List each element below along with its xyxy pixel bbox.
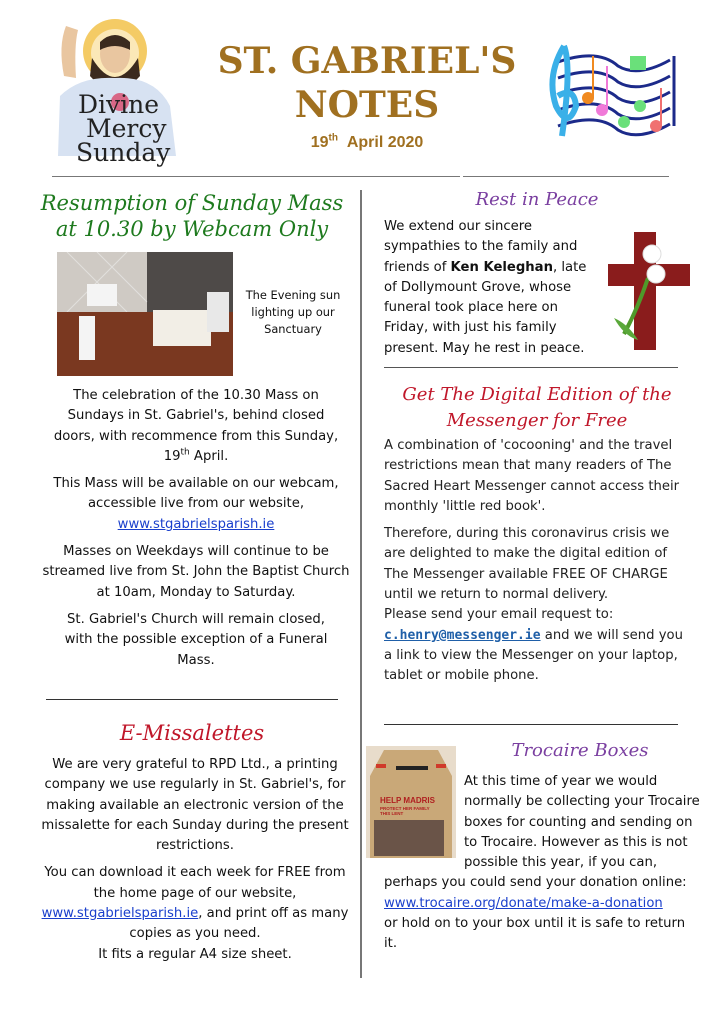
box-label: HELP MADRIS (380, 796, 435, 805)
box-sublabel: PROTECT HER FAMILY THIS LENT (380, 806, 430, 816)
image-float-spacer (384, 772, 464, 856)
logo-text-divine: Divine (78, 90, 160, 119)
missalettes-article (40, 755, 350, 972)
missalettes-paragraph-1: We are very grateful to RPD Ltd., a printing company we use regularly in St. Gabriel's, for making available an electronic version of the missalette for each Sunday during the present restrictions. (41, 757, 349, 854)
newsletter-title-line2: NOTES (294, 84, 440, 126)
newsletter-title-line1: ST. GABRIEL'S (217, 40, 517, 82)
missalettes-paragraph-2: You can download it each week for FREE from the home page of our website, www.stgabrielsparish.ie, and print off as many copies as you need. It fits a regular A4 size sheet. (41, 865, 349, 962)
logo-text-mercy: Mercy (86, 114, 167, 143)
left-section-divider (46, 699, 338, 700)
photo-caption: The Evening sun lighting up our Sanctuary (245, 288, 341, 336)
music-notes-image (538, 26, 678, 142)
mass-article (38, 386, 354, 678)
logo-text-sunday: Sunday (76, 138, 171, 167)
deceased-name: Ken Keleghan (450, 259, 553, 275)
missalette-website-link[interactable]: www.stgabrielsparish.ie (41, 906, 199, 922)
column-divider (360, 190, 362, 978)
masthead-divider-left (52, 176, 460, 177)
mass-paragraph-3: Masses on Weekdays will continue to be streamed live from St. John the Baptist Church at 10am, Monday to Saturday. (42, 544, 350, 600)
messenger-paragraph-2: Therefore, during this coronavirus crisis we are delighted to make the digital edition of The Messenger available FREE OF CHARGE until we return to normal delivery. (384, 526, 670, 603)
trocaire-article: At this time of year we would normally be collecting your Trocaire boxes for counting and sending on to Trocaire. However as this is not possible this year, if you can, perhaps you could send your donation online: www.trocaire.org/donate/make-a-donation or hold on to your box until it is safe to return it. (384, 774, 700, 952)
masthead-divider-right (463, 176, 669, 177)
messenger-email-link[interactable]: c.henry@messenger.ie (384, 627, 541, 643)
messenger-paragraph-1: A combination of 'cocooning' and the travel restrictions mean that many readers of The Sacred Heart Messenger cannot access their monthly 'little red book'. (384, 438, 680, 514)
mass-paragraph-4: St. Gabriel's Church will remain closed, with the possible exception of a Funeral Mass. (64, 611, 328, 668)
mass-paragraph-2: This Mass will be available on our webcam, accessible live from our website, www.stgabrielsparish.ie (53, 476, 339, 532)
messenger-paragraph-3: Please send your email request to: c.henry@messenger.ie and we will send you a link to view the Messenger on your laptop, tablet or mobile phone. (384, 607, 683, 684)
sanctuary-photo (57, 252, 233, 376)
rip-article: We extend our sincere sympathies to the family and friends of Ken Keleghan, late of Dollymount Grove, whose funeral took place here on Friday, with just his family present. May he rest in peace. (384, 219, 587, 356)
rip-divider (384, 367, 678, 368)
messenger-heading: Get The Digital Edition of the Messenger for Free (402, 384, 672, 431)
missalettes-heading: E-Missalettes (119, 721, 265, 745)
trocaire-heading: Trocaire Boxes (511, 740, 649, 761)
mass-heading: Resumption of Sunday Mass at 10.30 by Webcam Only (40, 191, 344, 241)
trocaire-donate-link[interactable]: www.trocaire.org/donate/make-a-donation (384, 895, 663, 911)
messenger-divider (384, 724, 678, 725)
divine-mercy-logo (30, 6, 190, 168)
mass-paragraph-1: The celebration of the 10.30 Mass on Sundays in St. Gabriel's, behind closed doors, with recommence from this Sunday, 19th April. (53, 388, 339, 464)
issue-date: 19th April 2020 (310, 132, 424, 151)
messenger-article (384, 436, 694, 687)
parish-website-link[interactable]: www.stgabrielsparish.ie (117, 516, 275, 532)
rip-heading: Rest in Peace (475, 189, 599, 210)
cross-with-lilies-image (604, 228, 692, 352)
